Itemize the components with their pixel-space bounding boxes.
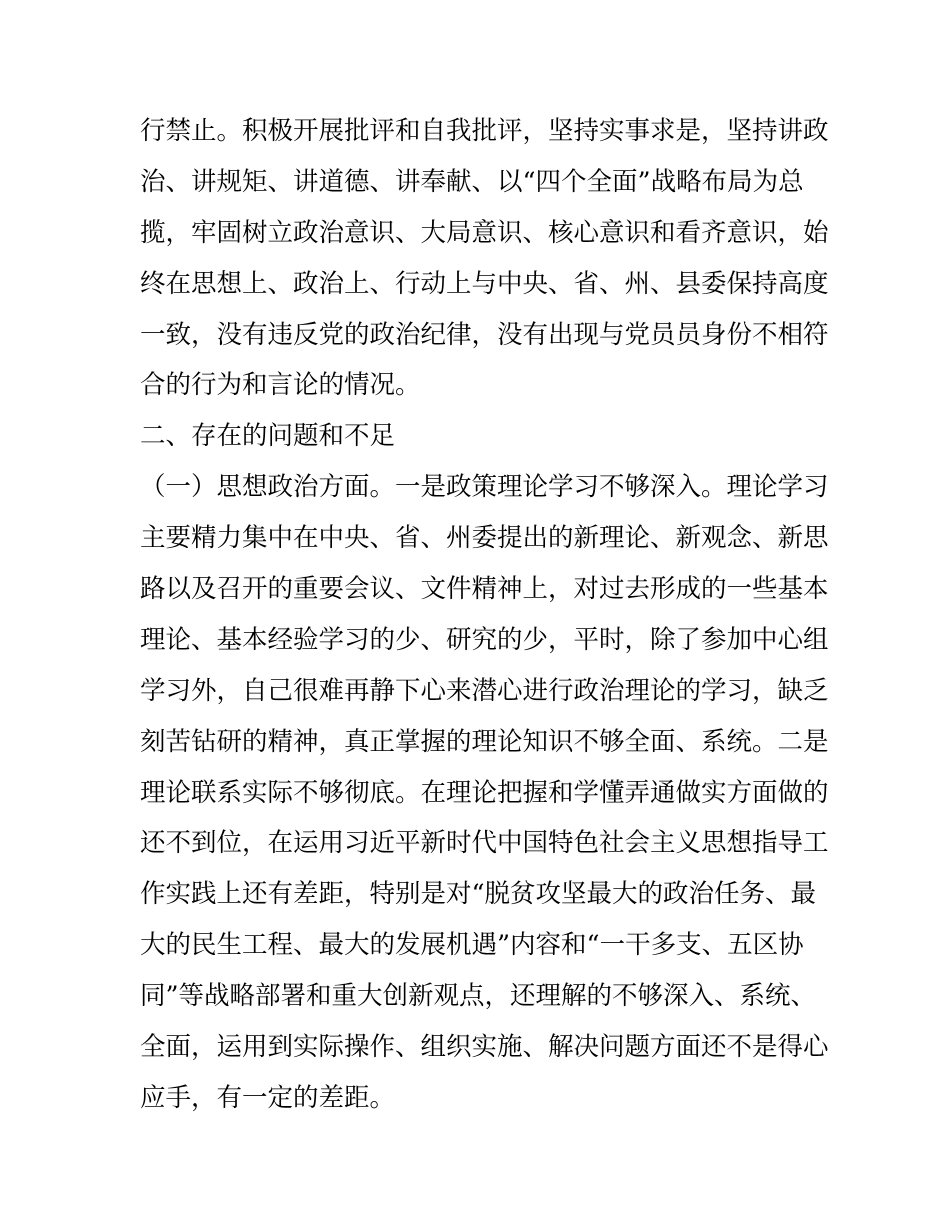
text-line: 主要精力集中在中央、省、州委提出的新理论、新观念、新思 [140,523,829,554]
text-line: 合的行为和言论的情况。 [140,370,421,401]
text-line: 作实践上还有差距，特别是对“脱贫攻坚最大的政治任务、最 [140,879,817,910]
text-line: 学习外，自己很难再静下心来潜心进行政治理论的学习，缺乏 [140,675,829,706]
text-line: 理论联系实际不够彻底。在理论把握和学懂弄通做实方面做的 [140,777,829,808]
text-line: 全面，运用到实际操作、组织实施、解决问题方面还不是得心 [140,1032,829,1063]
text-line: 刻苦钻研的精神，真正掌握的理论知识不够全面、系统。二是 [140,726,829,757]
text-line: 行禁止。积极开展批评和自我批评，坚持实事求是，坚持讲政 [140,116,829,146]
text-line: 应手，有一定的差距。 [140,1082,396,1113]
text-line: 揽，牢固树立政治意识、大局意识、核心意识和看齐意识，始 [140,217,829,248]
text-line: 大的民生工程、最大的发展机遇”内容和“一干多支、五区协 [140,930,804,961]
text-line: 同”等战略部署和重大创新观点，还理解的不够深入、系统、 [140,981,817,1012]
text-line: 理论、基本经验学习的少、研究的少，平时，除了参加中心组 [140,624,829,655]
body-text [140,106,829,1124]
text-line: （一）思想政治方面。一是政策理论学习不够深入。理论学习 [140,472,829,503]
section-heading: 二、存在的问题和不足 [140,421,396,452]
text-line: 终在思想上、政治上、行动上与中央、省、州、县委保持高度 [140,268,829,299]
text-line: 路以及召开的重要会议、文件精神上，对过去形成的一些基本 [140,574,829,605]
text-line: 一致，没有违反党的政治纪律，没有出现与党员员身份不相符 [140,319,829,350]
text-line: 还不到位，在运用习近平新时代中国特色社会主义思想指导工 [140,828,829,859]
text-line: 治、讲规矩、讲道德、讲奉献、以“四个全面”战略布局为总 [140,166,804,197]
